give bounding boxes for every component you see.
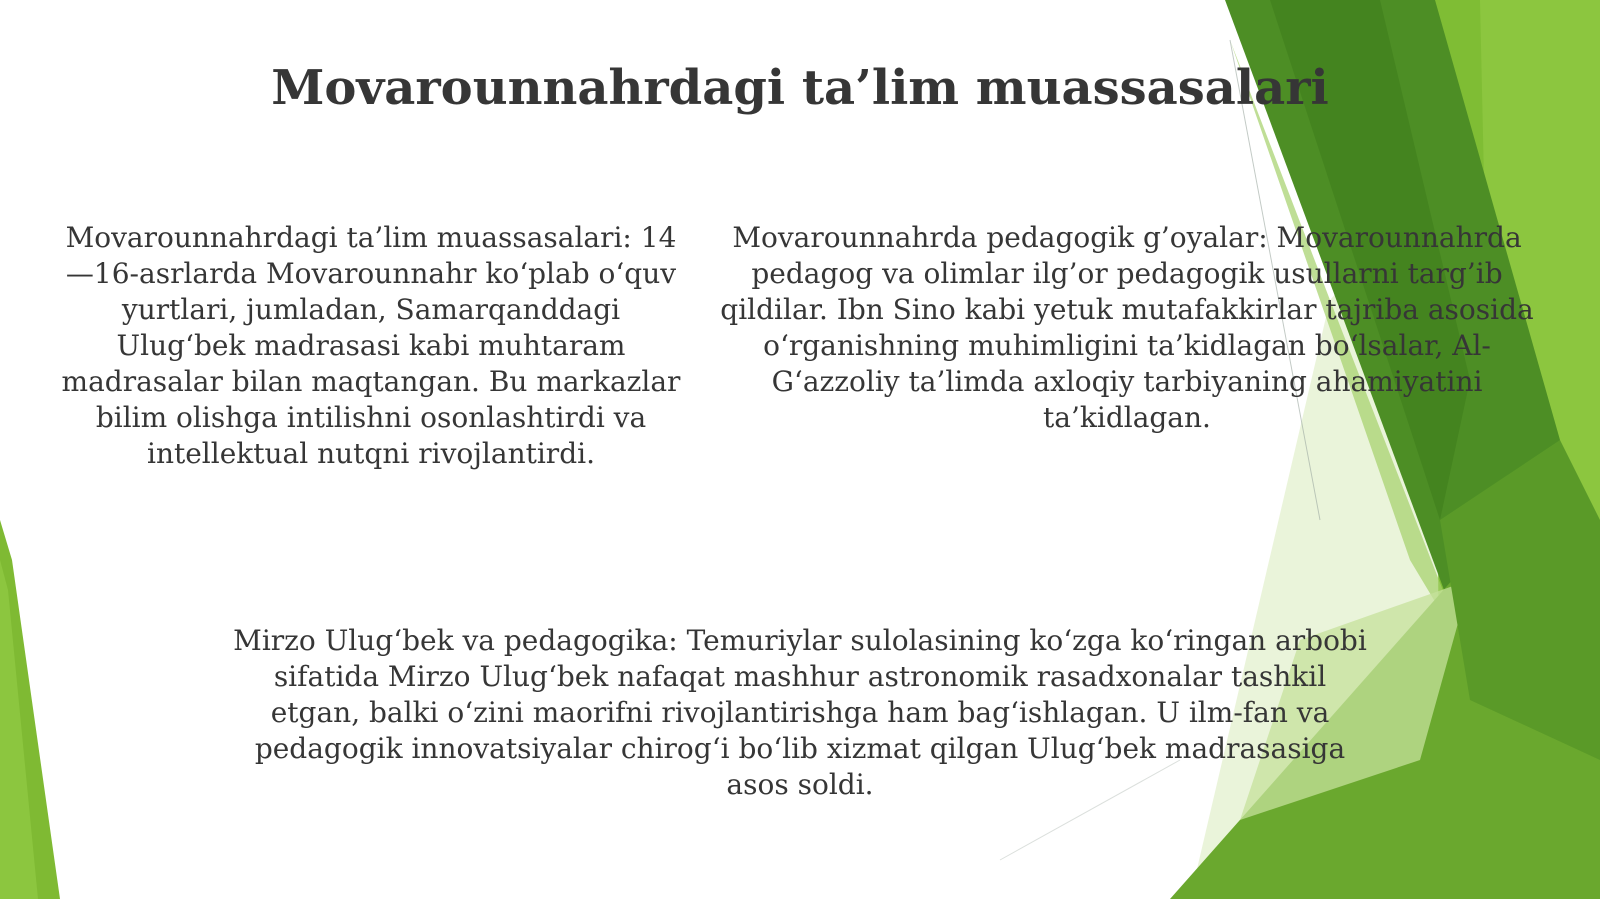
slide-title: Movarounnahrdagi ta’lim muassasalari [271,60,1329,116]
paragraph-education-institutions: Movarounnahrdagi ta’lim muassasalari: 14—16-asrlarda Movarounnahr ko‘plab o‘quv yurtlari, jumladan, Samarqanddagi Ulug‘bek madrasasi kabi muhtaram madrasalar bilan maqtangan. Bu markazlar bilim olishga intilishni osonlashtirdi va intellektual nutqni rivojlantirdi. [61,221,681,470]
paragraph-pedagogical-ideas: Movarounnahrda pedagogik g’oyalar: Movarounnahrda pedagog va olimlar ilg’or pedagogik usullarni targ’ib qildilar. Ibn Sino kabi yetuk mutafakkirlar tajriba asosida o‘rganishning muhimligini ta’kidlagan bo‘lsalar, Al-G‘azzoliy ta’limda axloqiy tarbiyaning ahamiyatini ta’kidlagan. [720,221,1534,434]
paragraph-ulugbek-pedagogy: Mirzo Ulug‘bek va pedagogika: Temuriylar sulolasining ko‘zga ko‘ringan arbobi sifatida Mirzo Ulug‘bek nafaqat mashhur astronomik rasadxonalar tashkil etgan, balki o‘zini maorifni rivojlantirishga ham bag‘ishlagan. U ilm-fan va pedagogik innovatsiyalar chirog‘i bo‘lib xizmat qilgan Ulug‘bek madrasasiga asos soldi. [233,624,1367,801]
